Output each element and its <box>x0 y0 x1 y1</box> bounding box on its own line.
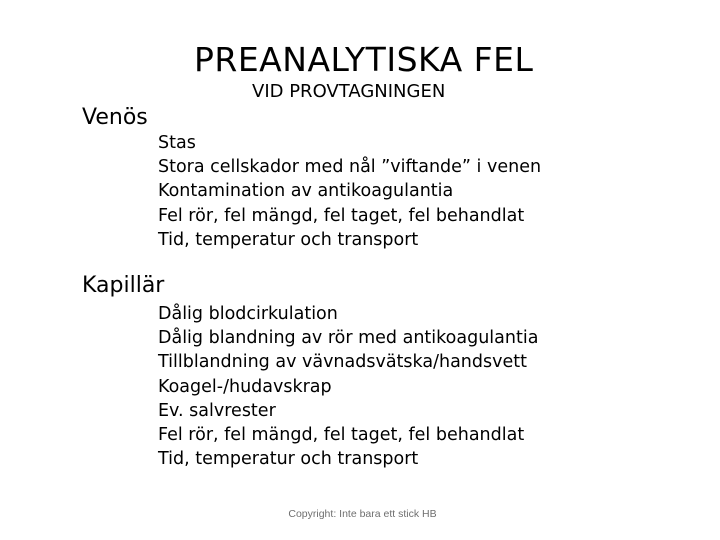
slide-subtitle: VID PROVTAGNINGEN <box>252 81 446 102</box>
list-item: Koagel-/hudavskrap <box>158 376 332 397</box>
list-item: Stora cellskador med nål ”viftande” i venen <box>158 157 542 178</box>
list-item: Dålig blodcirkulation <box>158 304 338 324</box>
venos-item-list <box>158 131 541 252</box>
section-heading-kapillar: Kapillär <box>82 273 165 298</box>
slide-title: PREANALYTISKA FEL <box>194 40 534 79</box>
list-item: Tid, temperatur och transport <box>158 449 419 470</box>
list-item: Fel rör, fel mängd, fel taget, fel behandlat <box>158 425 525 446</box>
copyright-text: Copyright: Inte bara ett stick HB <box>288 508 437 520</box>
list-item: Tillblandning av vävnadsvätska/handsvett <box>158 352 527 373</box>
list-item: Ev. salvrester <box>158 400 276 421</box>
list-item: Kontamination av antikoagulantia <box>158 181 454 202</box>
kapillar-item-list <box>158 302 538 471</box>
list-item: Dålig blandning av rör med antikoagulantia <box>158 328 539 349</box>
list-item: Stas <box>158 133 196 153</box>
copyright-footer <box>0 507 720 521</box>
section-heading-venos: Venös <box>82 105 148 130</box>
list-item: Tid, temperatur och transport <box>158 229 419 250</box>
list-item: Fel rör, fel mängd, fel taget, fel behandlat <box>158 205 525 226</box>
